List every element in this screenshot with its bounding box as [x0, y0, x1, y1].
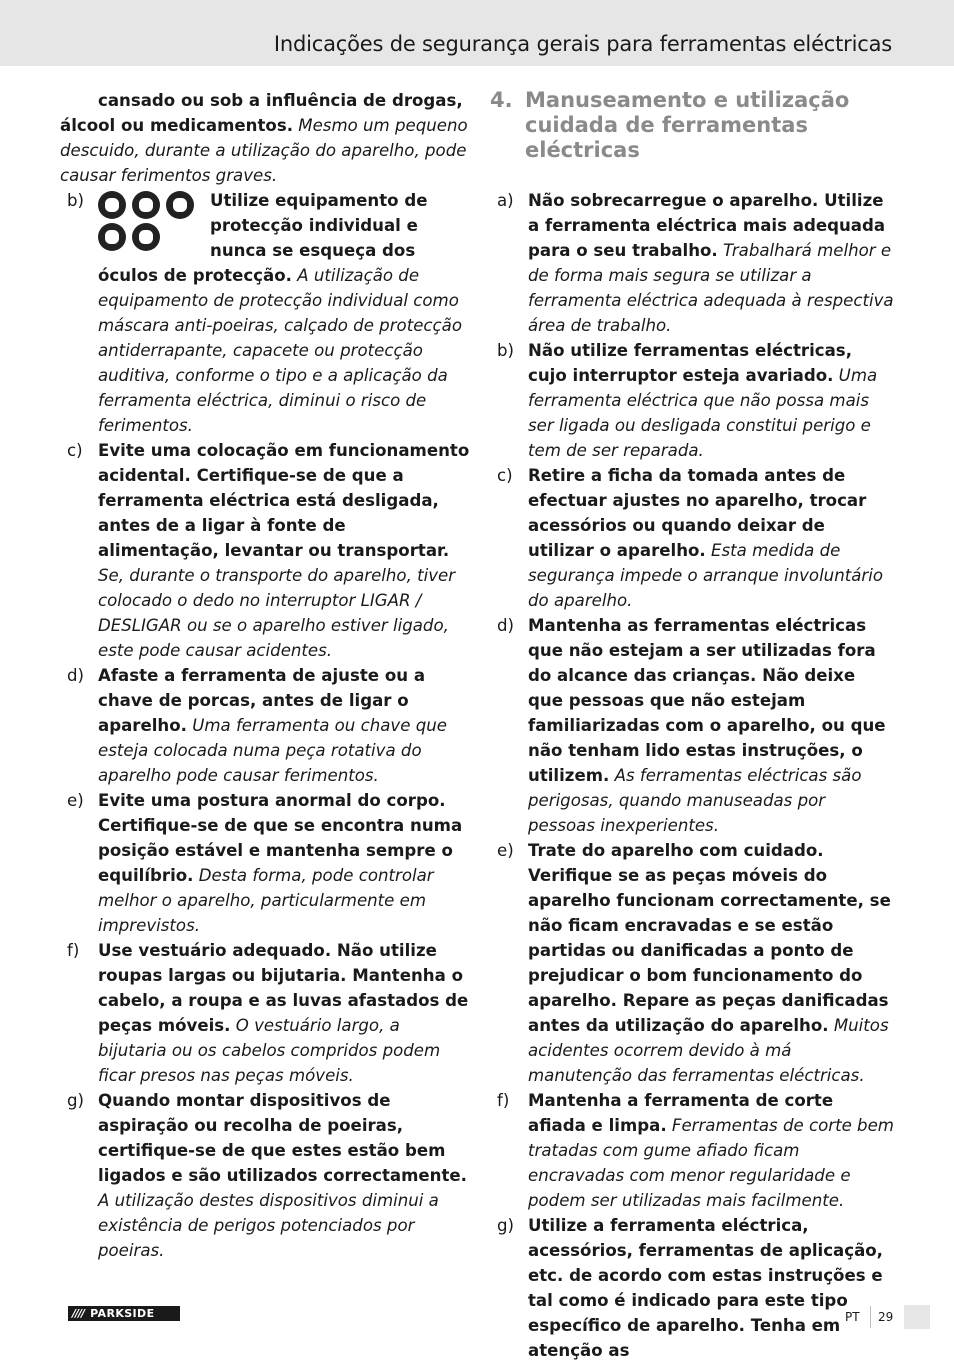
item-italic: Desta forma, pode controlar melhor o aparelho, particularmente em imprevistos. [98, 866, 434, 935]
logo-slashes-icon: //// [72, 1307, 85, 1320]
section-heading [490, 88, 895, 163]
item-bold: Retire a ficha da tomada antes de efectuar ajustes no aparelho, trocar acessórios ou quando deixar de utilizar o aparelho. [528, 466, 867, 560]
item-bold: Utilize equipamento de protecção individual e nunca se esqueça dos óculos de protecção. [98, 191, 428, 285]
item-bold: Mantenha a ferramenta de corte afiada e limpa. [528, 1091, 834, 1135]
list-item-d [490, 613, 895, 838]
item-label: d) [67, 666, 85, 685]
item-label: e) [67, 791, 84, 810]
item-bold: Evite uma postura anormal do corpo. Certifique-se de que se encontra numa posição estável e mantenha sempre o equilíbrio. [98, 791, 463, 885]
list-item-f [490, 1088, 895, 1213]
safety-goggles-icon [98, 223, 126, 251]
item-bold: Evite uma colocação em funcionamento acidental. Certifique-se de que a ferramenta eléctrica está desligada, antes de a ligar à fonte de alimentação, levantar ou transportar. [98, 441, 470, 560]
item-label: f) [497, 1091, 510, 1110]
item-bold: Não utilize ferramentas eléctricas, cujo interruptor esteja avariado. [528, 341, 852, 385]
item-bold: Mantenha as ferramentas eléctricas que não estejam a ser utilizadas fora do alcance das crianças. Não deixe que pessoas que não estejam familiarizadas com o aparelho, ou que não tenham lido estas instruções, o utilizem. [528, 616, 886, 785]
footer-divider [870, 1306, 871, 1328]
language-code: PT [845, 1310, 860, 1324]
item-label: a) [497, 191, 514, 210]
item-italic: A utilização destes dispositivos diminui a existência de perigos potenciados por poeiras. [98, 1191, 439, 1260]
item-label: g) [67, 1091, 85, 1110]
list-item-b [490, 338, 895, 463]
item-bold: Quando montar dispositivos de aspiração ou recolha de poeiras, certifique-se de que estes estão bem ligados e são utilizados correctamente. [98, 1091, 467, 1185]
intro-bold: cansado ou sob a influência de drogas, álcool ou medicamentos. [60, 91, 463, 135]
list-item-a [490, 188, 895, 338]
item-italic: Ferramentas de corte bem tratadas com gume afiado ficam encravadas com menor regularidade e podem ser utilizadas mais facilmente. [528, 1116, 894, 1210]
item-label: g) [497, 1216, 515, 1235]
item-bold: Afaste a ferramenta de ajuste ou a chave de porcas, antes de ligar o aparelho. [98, 666, 426, 735]
item-italic: Muitos acidentes ocorrem devido à má manutenção das ferramentas eléctricas. [528, 1016, 889, 1085]
item-italic: As ferramentas eléctricas são perigosas, quando manuseadas por pessoas inexperientes. [528, 766, 862, 835]
page-title: Indicações de segurança gerais para ferramentas eléctricas [273, 32, 892, 56]
item-italic: Trabalhará melhor e de forma mais segura se utilizar a ferramenta eléctrica adequada à respectiva área de trabalho. [528, 241, 894, 335]
page-header [0, 0, 954, 66]
item-italic: Esta medida de segurança impede o arranque involuntário do aparelho. [528, 541, 883, 610]
item-label: d) [497, 616, 515, 635]
list-item-e [490, 838, 895, 1088]
item-bold: Trate do aparelho com cuidado. Verifique se as peças móveis do aparelho funcionam correctamente, se não ficam encravadas e se estão partidas ou danificadas a ponto de prejudicar o bom funcionamento do aparelho. Repare as peças danificadas antes da utilização do aparelho. [528, 841, 891, 1035]
item-italic: A utilização de equipamento de protecção individual como máscara anti-poeiras, calçado de protecção antiderrapante, capacete ou protecção auditiva, conforme o tipo e a aplicação da ferramenta eléctrica, diminui o risco de ferimentos. [98, 266, 462, 435]
list-item-g [60, 1088, 470, 1263]
list-item-e [60, 788, 470, 938]
safety-glove-icon [132, 223, 160, 251]
safety-boot-icon [166, 191, 194, 219]
brand-name: PARKSIDE [90, 1307, 155, 1320]
item-italic: Uma ferramenta eléctrica que não possa mais ser ligada ou desligada constitui perigo e tem de ser reparada. [528, 366, 878, 460]
intro-paragraph [60, 88, 470, 188]
ppe-icons-group [98, 191, 196, 253]
item-italic: O vestuário largo, a bijutaria ou os cabelos compridos podem ficar presos nas peças móveis. [98, 1016, 441, 1085]
respirator-mask-icon [132, 191, 160, 219]
right-column [490, 88, 895, 1363]
item-label: f) [67, 941, 80, 960]
item-bold: Não sobrecarregue o aparelho. Utilize a ferramenta eléctrica mais adequada para o seu trabalho. [528, 191, 886, 260]
section-title: Manuseamento e utilização cuidada de ferramentas eléctricas [525, 88, 850, 162]
list-item-d [60, 663, 470, 788]
item-bold: Utilize a ferramenta eléctrica, acessórios, ferramentas de aplicação, etc. de acordo com estas instruções e tal como é indicado para este tipo específico de aparelho. Tenha em atenção as [528, 1216, 883, 1360]
item-label: c) [497, 466, 513, 485]
item-italic: Se, durante o transporte do aparelho, tiver colocado o dedo no interruptor LIGAR / DESLIGAR ou se o aparelho estiver ligado, este pode causar acidentes. [98, 566, 456, 660]
section-number: 4. [490, 88, 513, 112]
list-item-b [60, 188, 470, 438]
intro-italic: Mesmo um pequeno descuido, durante a utilização do aparelho, pode causar ferimentos graves. [60, 116, 468, 185]
item-label: c) [67, 441, 83, 460]
item-label: b) [67, 191, 85, 210]
item-italic: Uma ferramenta ou chave que esteja colocada numa peça rotativa do aparelho pode causar ferimentos. [98, 716, 447, 785]
list-item-g [490, 1213, 895, 1363]
list-item-c [60, 438, 470, 663]
list-item-c [490, 463, 895, 613]
left-column [60, 88, 470, 1263]
parkside-logo [68, 1306, 180, 1321]
safety-helmet-icon [98, 191, 126, 219]
footer-tab [904, 1305, 930, 1329]
item-label: b) [497, 341, 515, 360]
list-item-f [60, 938, 470, 1088]
page-number: 29 [878, 1310, 894, 1324]
item-label: e) [497, 841, 514, 860]
item-bold: Use vestuário adequado. Não utilize roupas largas ou bijutaria. Mantenha o cabelo, a roupa e as luvas afastados de peças móveis. [98, 941, 469, 1035]
